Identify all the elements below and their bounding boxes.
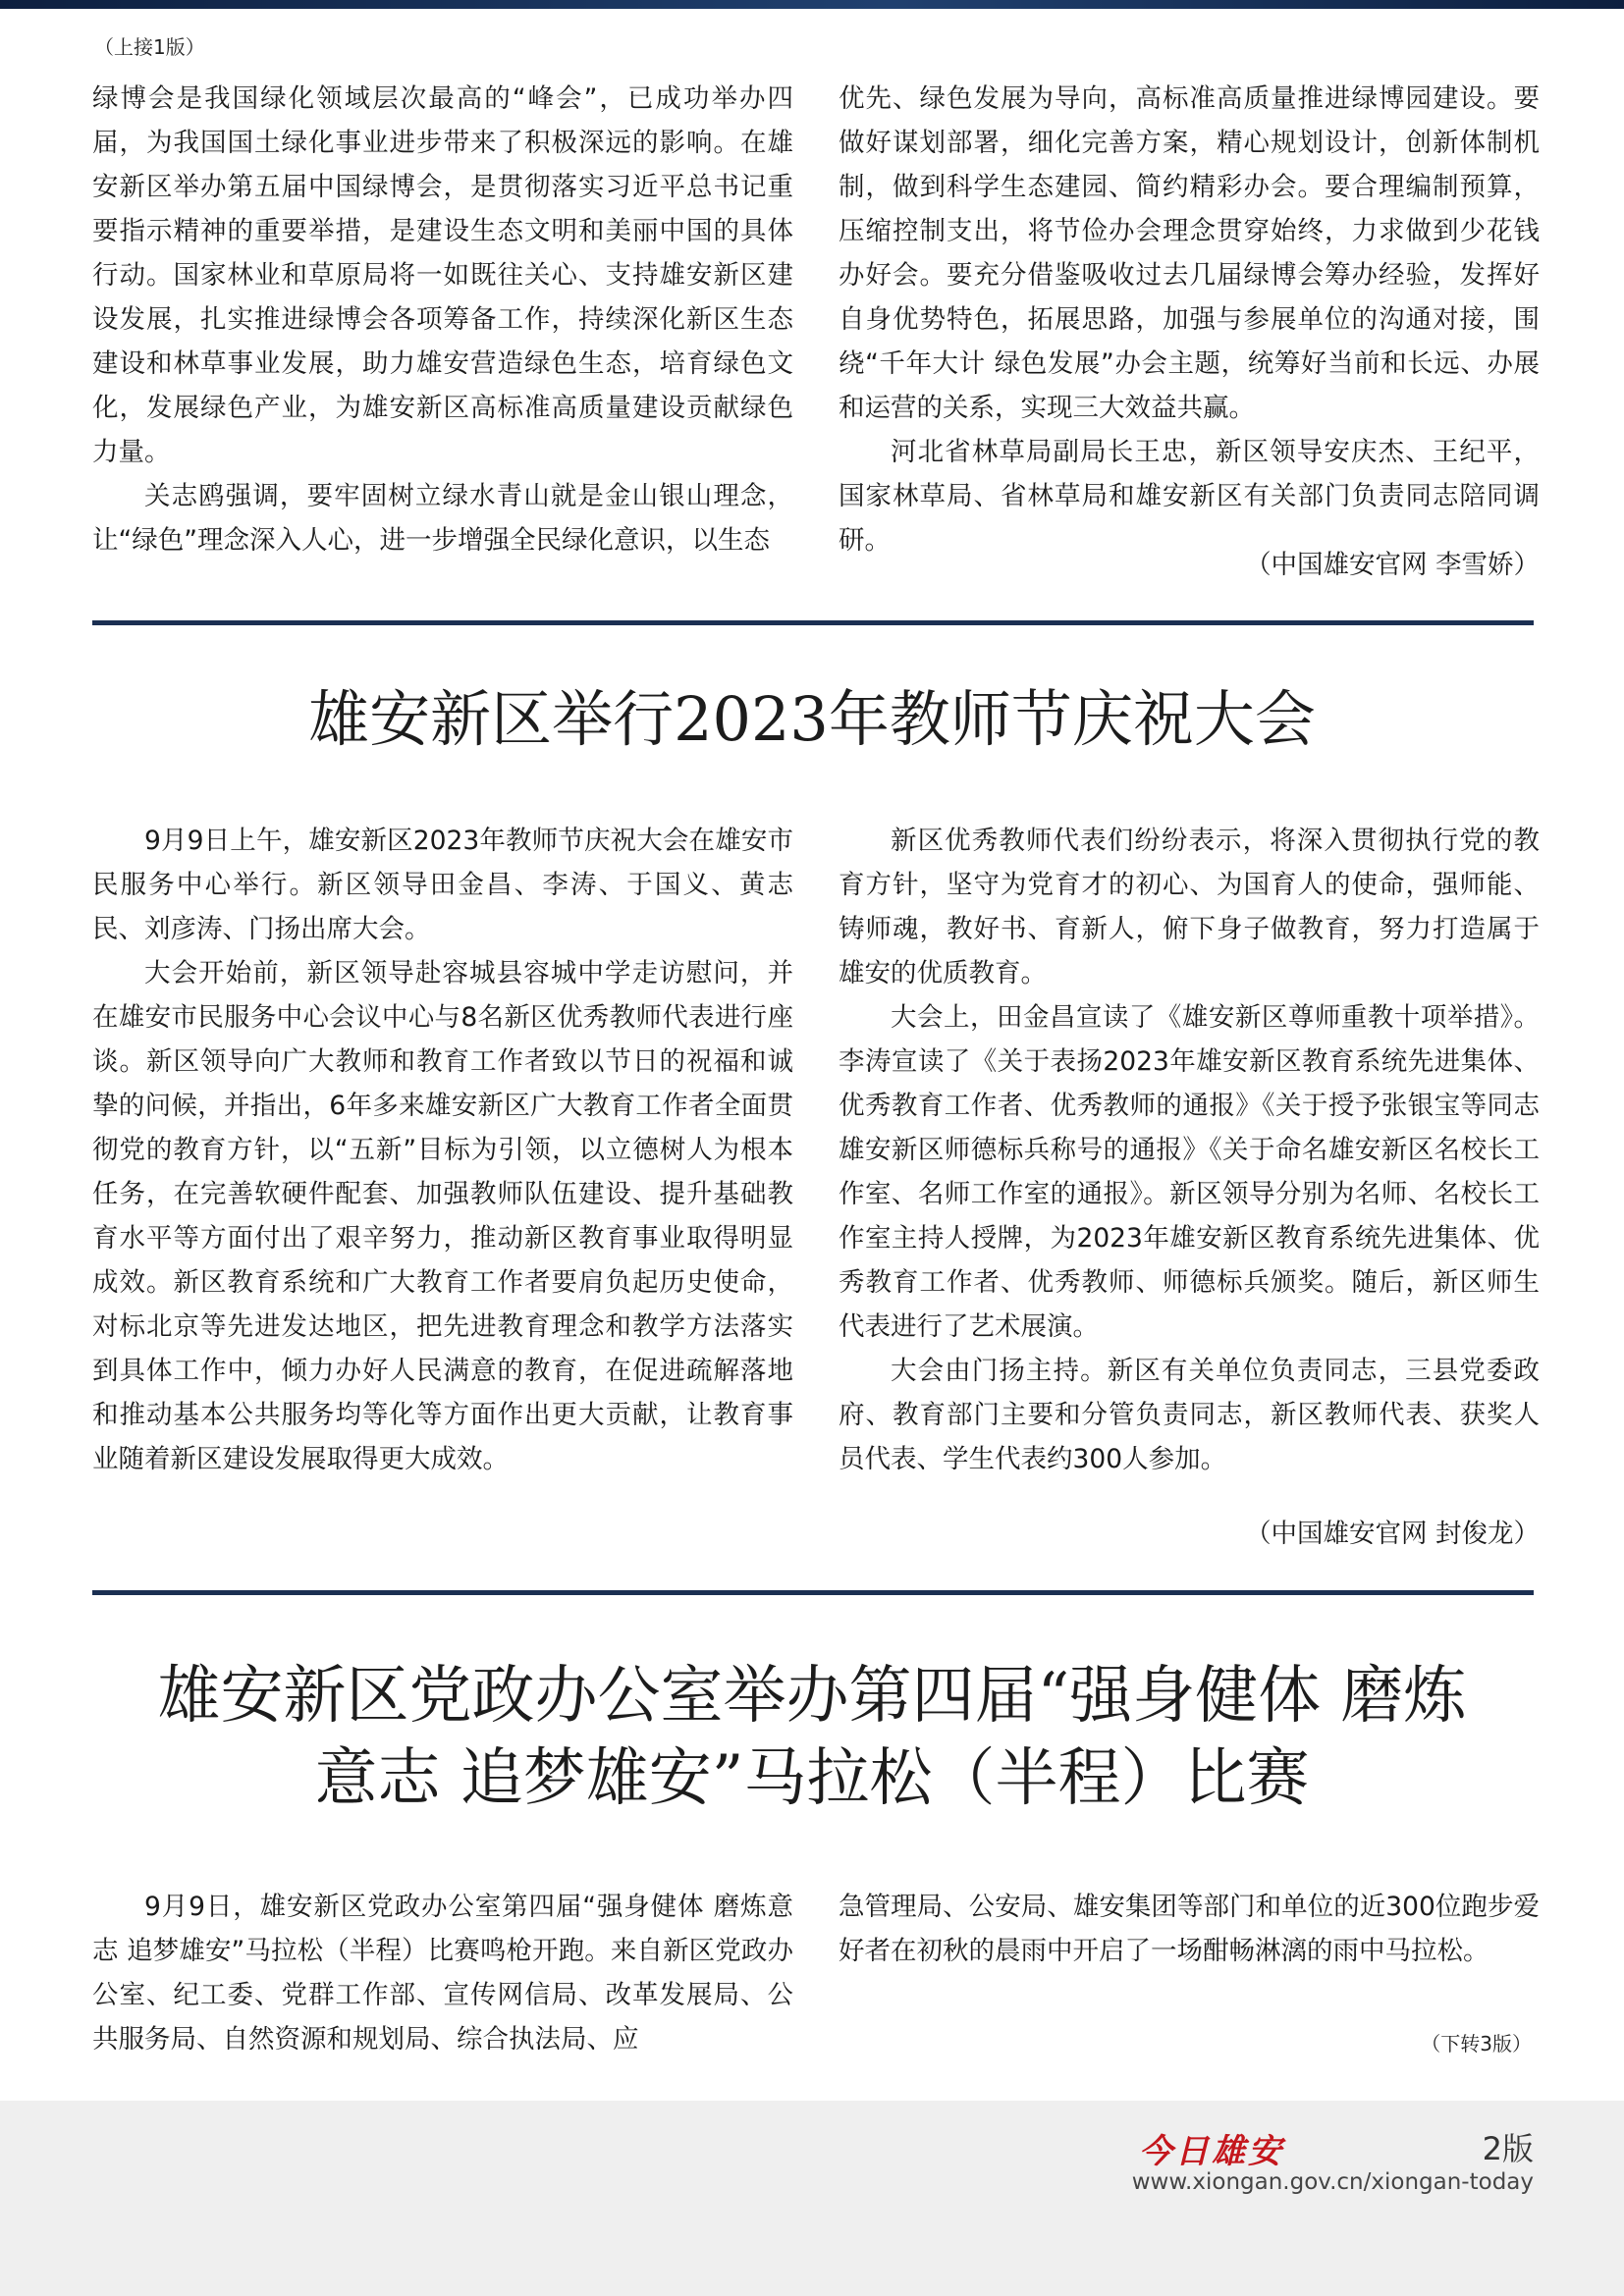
article1-right-para-2: 河北省林草局副局长王忠，新区领导安庆杰、王纪平，国家林草局、省林草局和雄安新区有关部门负责同志陪同调研。: [839, 437, 1540, 556]
website-url: www.xiongan.gov.cn/xiongan-today: [1131, 2169, 1534, 2195]
article2-left-para-1: 9月9日上午，雄安新区2023年教师节庆祝大会在雄安市民服务中心举行。新区领导田金昌、李涛、于国义、黄志民、刘彦涛、门扬出席大会。: [92, 826, 793, 944]
article3-headline-line2: 意志 追梦雄安”马拉松（半程）比赛: [314, 1742, 1310, 1815]
article2-left-para-2: 大会开始前，新区领导赴容城县容城中学走访慰问，并在雄安市民服务中心会议中心与8名新区优秀教师代表进行座谈。新区领导向广大教师和教育工作者致以节日的祝福和诚挚的问候，并指出，6年多来雄安新区广大教育工作者全面贯彻党的教育方针，以“五新”目标为引领，以立德树人为根本任务，在完善软硬件配套、加强教师队伍建设、提升基础教育水平等方面付出了艰辛努力，推动新区教育事业取得明显成效。新区教育系统和广大教育工作者要肩负起历史使命，对标北京等先进发达地区，把先进教育理念和教学方法落实到具体工作中，倾力办好人民满意的教育，在促进疏解落地和推动基本公共服务均等化等方面作出更大贡献，让教育事业随着新区建设发展取得更大成效。: [92, 958, 793, 1474]
article1-left-para-2: 关志鸥强调，要牢固树立绿水青山就是金山银山理念，让“绿色”理念深入人心，进一步增强全民绿化意识，以生态: [92, 481, 793, 556]
article1-right-para-1: 优先、绿色发展为导向，高标准高质量推进绿博园建设。要做好谋划部署，细化完善方案，精心规划设计，创新体制机制，做到科学生态建园、简约精彩办会。要合理编制预算，压缩控制支出，将节俭办会理念贯穿始终，力求做到少花钱办好会。要充分借鉴吸收过去几届绿博会筹办经验，发挥好自身优势特色，拓展思路，加强与参展单位的沟通对接，围绕“千年大计 绿色发展”办会主题，统筹好当前和长远、办展和运营的关系，实现三大效益共赢。: [839, 83, 1540, 423]
page-footer: [0, 2101, 1624, 2296]
article2-headline: 雄安新区举行2023年教师节庆祝大会: [308, 683, 1316, 755]
continued-to-note: （下转3版）: [1421, 2032, 1532, 2056]
article3-headline-line1: 雄安新区党政办公室举办第四届“强身健体 磨炼: [157, 1660, 1467, 1733]
article1-source: （中国雄安官网 李雪娇）: [1245, 550, 1540, 580]
article2-right-column: [839, 819, 1540, 1481]
section-divider-2: [92, 1590, 1534, 1595]
article1-left-para-1: 绿博会是我国绿化领域层次最高的“峰会”，已成功举办四届，为我国国土绿化事业进步带来了积极深远的影响。在雄安新区举办第五届中国绿博会，是贯彻落实习近平总书记重要指示精神的重要举措，是建设生态文明和美丽中国的具体行动。国家林业和草原局将一如既往关心、支持雄安新区建设发展，扎实推进绿博会各项筹备工作，持续深化新区生态建设和林草事业发展，助力雄安营造绿色生态，培育绿色文化，发展绿色产业，为雄安新区高标准高质量建设贡献绿色力量。: [92, 83, 793, 467]
article3-right-para: 急管理局、公安局、雄安集团等部门和单位的近300位跑步爱好者在初秋的晨雨中开启了一场酣畅淋漓的雨中马拉松。: [839, 1892, 1540, 1966]
article3-left-column: [92, 1885, 793, 2061]
newspaper-logo: 今日雄安: [1139, 2132, 1284, 2171]
article2-right-para-2: 大会上，田金昌宣读了《雄安新区尊师重教十项举措》。李涛宣读了《关于表扬2023年雄安新区教育系统先进集体、优秀教育工作者、优秀教师的通报》《关于授予张银宝等同志雄安新区师德标兵称号的通报》《关于命名雄安新区名校长工作室、名师工作室的通报》。新区领导分别为名师、名校长工作室主持人授牌，为2023年雄安新区教育系统先进集体、优秀教育工作者、优秀教师、师德标兵颁奖。随后，新区师生代表进行了艺术展演。: [839, 1002, 1540, 1342]
article2-right-para-1: 新区优秀教师代表们纷纷表示，将深入贯彻执行党的教育方针，坚守为党育才的初心、为国育人的使命，强师能、铸师魂，教好书、育新人，俯下身子做教育，努力打造属于雄安的优质教育。: [839, 826, 1540, 988]
article2-left-column: [92, 819, 793, 1481]
article2-source: （中国雄安官网 封俊龙）: [1245, 1519, 1540, 1549]
article3-left-para: 9月9日，雄安新区党政办公室第四届“强身健体 磨炼意志 追梦雄安”马拉松（半程）比赛鸣枪开跑。来自新区党政办公室、纪工委、党群工作部、宣传网信局、改革发展局、公共服务局、自然资源和规划局、综合执法局、应: [92, 1892, 793, 2055]
article1-left-column: [92, 77, 793, 562]
article3-right-column: [839, 1885, 1540, 1973]
article2-right-para-3: 大会由门扬主持。新区有关单位负责同志，三县党委政府、教育部门主要和分管负责同志，新区教师代表、获奖人员代表、学生代表约300人参加。: [839, 1356, 1540, 1474]
top-color-bar: [0, 0, 1624, 9]
section-divider-1: [92, 620, 1534, 625]
continued-from-note: （上接1版）: [94, 35, 205, 59]
page-number: 2版: [1482, 2130, 1534, 2167]
article1-right-column: [839, 77, 1540, 562]
